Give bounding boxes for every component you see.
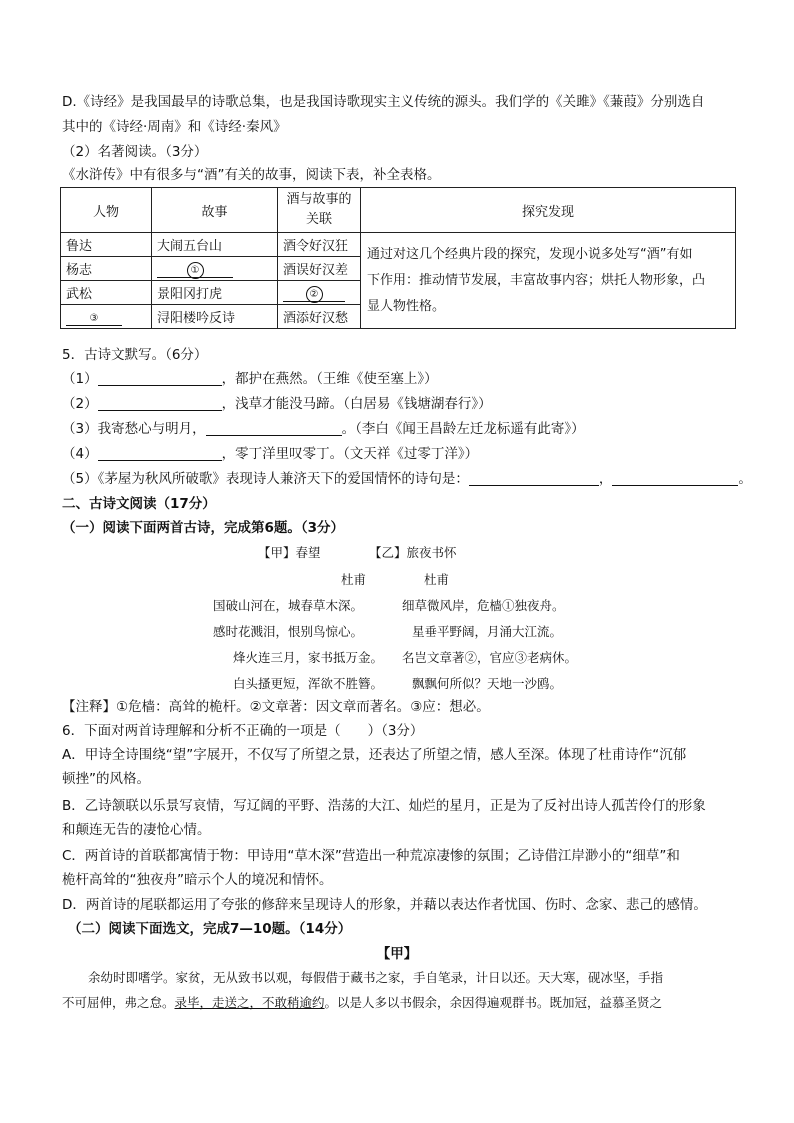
q6-option-c-l1: C．两首诗的首联都寓情于物：甲诗用“草木深”营造出一种荒凉凄惨的氛围；乙诗借江岸渺小的“细草”和 xyxy=(62,848,680,864)
finding-line1: 通过对这几个经典片段的探究，发现小说多处写“酒”有如 xyxy=(367,246,693,262)
poem-a-author: 杜甫 xyxy=(341,572,367,587)
answer-blank[interactable] xyxy=(612,470,738,486)
q6-option-a-l2: 顿挫”的风格。 xyxy=(62,771,150,787)
poem-b-title: 【乙】旅夜书怀 xyxy=(369,545,457,560)
q6-option-b-l1: B．乙诗颔联以乐景写哀情，写辽阔的平野、浩荡的大江、灿烂的星月，正是为了反衬出诗人孤苦伶仃的形象 xyxy=(62,798,706,814)
q5-heading: 5．古诗文默写。（6分） xyxy=(62,347,208,363)
q4-part2-heading: （2）名著阅读。（3分） xyxy=(62,144,208,160)
q6-option-c-l2: 桅杆高耸的“独夜舟”暗示个人的境况和情怀。 xyxy=(62,872,333,888)
answer-blank[interactable] xyxy=(98,445,222,461)
option-d-line2: 其中的《诗经·周南》和《诗经·秦风》 xyxy=(62,119,287,135)
section2-sub1: （一）阅读下面两首古诗，完成第6题。（3分） xyxy=(62,520,345,536)
poem-a-title: 【甲】春望 xyxy=(258,545,321,560)
q6-option-d: D．两首诗的尾联都运用了夸张的修辞来呈现诗人的形象，并藉以表达作者忧国、伤时、念家、悲己的感情。 xyxy=(62,897,707,913)
prose-line1: 余幼时即嗜学。家贫，无从致书以观，每假借于藏书之家，手自笔录，计日以还。天大寒，砚冰坚，手指 xyxy=(88,970,664,985)
cell-relation: 酒误好汉差 xyxy=(278,257,361,281)
option-d-line1: D.《诗经》是我国最早的诗歌总集，也是我国诗歌现实主义传统的源头。我们学的《关雎》《蒹葭》分别选自 xyxy=(62,94,705,110)
poem-a-line: 白头搔更短，浑欲不胜簪。 xyxy=(233,676,384,691)
poem-notes: 【注释】①危樯：高耸的桅杆。②文章著：因文章而著名。③应：想必。 xyxy=(62,699,490,715)
finding-line3: 显人物性格。 xyxy=(367,298,446,314)
cell-story-blank-1 xyxy=(152,257,278,281)
q5-item-4: （4） ，零丁洋里叹零丁。（文天祥《过零丁洋》） xyxy=(62,446,479,462)
cell-story: 景阳冈打虎 xyxy=(152,281,278,305)
q5-item-1: （1） ，都护在燕然。（王维《使至塞上》） xyxy=(62,371,438,387)
blank-marker-1: ① xyxy=(187,262,204,279)
blank-marker-3: ③ xyxy=(89,313,99,324)
header-relation xyxy=(278,188,361,233)
cell-relation: 酒添好汉愁 xyxy=(278,305,361,329)
header-person: 人物 xyxy=(61,188,152,233)
sub2-heading: （二）阅读下面选文，完成7—10题。（14分） xyxy=(68,921,352,937)
answer-blank[interactable] xyxy=(206,420,342,436)
poem-b-line: 细草微风岸，危樯①独夜舟。 xyxy=(402,598,565,613)
header-relation-l1: 酒与故事的 xyxy=(286,192,352,207)
header-relation-l2: 关联 xyxy=(305,212,332,227)
q5-item-2: （2） ，浅草才能没马蹄。（白居易《钱塘湖春行》） xyxy=(62,396,492,412)
poem-b-line: 飘飘何所似？天地一沙鸥。 xyxy=(412,676,563,691)
cell-story: 大闹五台山 xyxy=(152,233,278,257)
cell-person: 武松 xyxy=(61,281,152,305)
q6-option-a-l1: A．甲诗全诗围绕“望”字展开，不仅写了所望之景，还表达了所望之情，感人至深。体现了杜甫诗作“沉郁 xyxy=(62,747,687,763)
answer-blank[interactable] xyxy=(98,370,222,386)
cell-story: 浔阳楼吟反诗 xyxy=(152,305,278,329)
passage-jia-label: 【甲】 xyxy=(376,946,418,962)
q4-part2-intro: 《水浒传》中有很多与“酒”有关的故事，阅读下表，补全表格。 xyxy=(62,167,441,183)
poem-b-line: 星垂平野阔，月涌大江流。 xyxy=(412,624,563,639)
prose-line2: 不可屈伸，弗之怠。录毕，走送之，不敢稍逾约。以是人多以书假余，余因得遍观群书。既加冠，益慕圣贤之 xyxy=(62,995,663,1010)
poem-a-line: 感时花溅泪，恨别鸟惊心。 xyxy=(213,624,364,639)
q6-option-b-l2: 和颠连无告的凄怆心情。 xyxy=(62,822,211,838)
cell-person: 杨志 xyxy=(61,257,152,281)
underlined-sentence: 录毕，走送之，不敢稍逾约 xyxy=(174,995,325,1010)
cell-person-blank-3 xyxy=(61,305,152,329)
poem-b-line: 名岂文章著②，官应③老病休。 xyxy=(402,650,578,665)
q5-item-5: （5）《茅屋为秋风所破歌》表现诗人兼济天下的爱国情怀的诗句是： ， 。 xyxy=(62,471,752,487)
poem-a-line: 国破山河在，城春草木深。 xyxy=(213,598,364,613)
blank-marker-2: ② xyxy=(306,286,323,303)
finding-line2: 下作用：推动情节发展，丰富故事内容；烘托人物形象，凸 xyxy=(367,272,706,288)
poem-a-line: 烽火连三月，家书抵万金。 xyxy=(233,650,384,665)
section2-heading: 二、古诗文阅读（17分） xyxy=(62,496,216,512)
q5-item-3: （3）我寄愁心与明月， 。（李白《闻王昌龄左迁龙标遥有此寄》） xyxy=(62,421,585,437)
answer-blank[interactable] xyxy=(98,395,222,411)
cell-person: 鲁达 xyxy=(61,233,152,257)
answer-blank[interactable] xyxy=(469,470,599,486)
cell-relation: 酒令好汉狂 xyxy=(278,233,361,257)
poem-b-author: 杜甫 xyxy=(424,572,450,587)
shuihu-table xyxy=(60,187,736,329)
cell-relation-blank-2 xyxy=(278,281,361,305)
cell-finding xyxy=(361,233,736,329)
header-finding: 探究发现 xyxy=(361,188,736,233)
q6-stem: 6．下面对两首诗理解和分析不正确的一项是（ ）（3分） xyxy=(62,723,424,739)
header-story: 故事 xyxy=(152,188,278,233)
